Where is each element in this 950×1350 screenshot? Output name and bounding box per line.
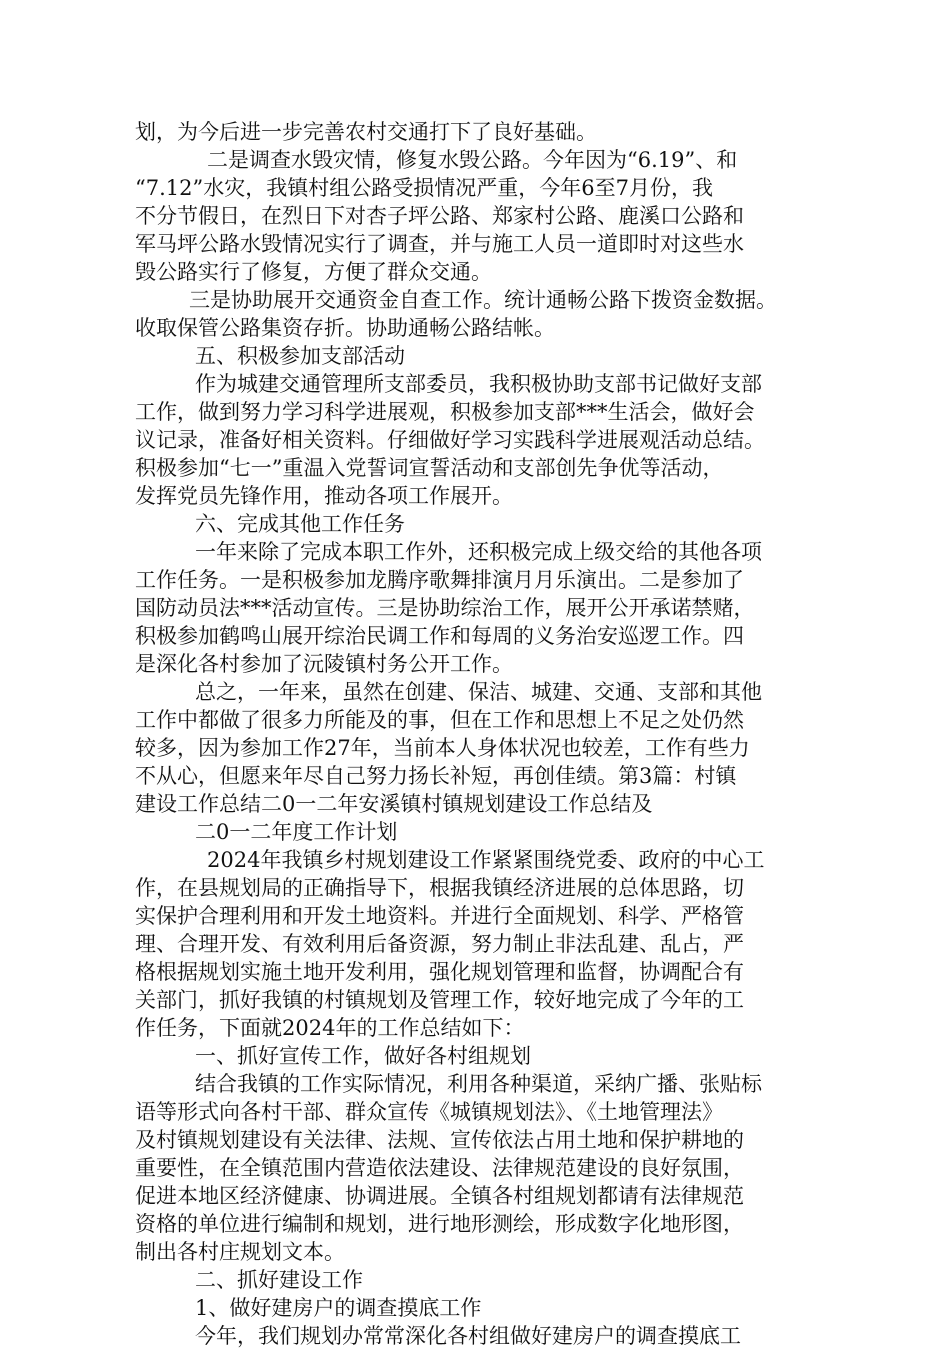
document-page [135,118,835,1350]
text-line: 理、合理开发、有效利用后备资源，努力制止非法乱建、乱占，严 [135,932,744,956]
section-heading: 一、抓好宣传工作，做好各村组规划 [195,1044,531,1068]
text-line: 及村镇规划建设有关法律、法规、宣传依法占用土地和保护耕地的 [135,1128,744,1152]
text-line: 总之，一年来，虽然在创建、保洁、城建、交通、支部和其他 [195,680,762,704]
section-heading: 六、完成其他工作任务 [195,512,405,536]
section-heading: 五、积极参加支部活动 [195,344,405,368]
text-line: 今年，我们规划办常常深化各村组做好建房户的调查摸底工 [195,1324,741,1348]
text-line: 作为城建交通管理所支部委员，我积极协助支部书记做好支部 [195,372,762,396]
text-line: 重要性，在全镇范围内营造依法建设、法律规范建设的良好氛围， [135,1156,744,1180]
text-line: “7.12”水灾，我镇村组公路受损情况严重，今年6至7月份，我 [135,176,713,200]
text-line: 积极参加“七一”重温入党誓词宣誓活动和支部创先争优等活动， [135,456,724,480]
text-line: 毁公路实行了修复，方便了群众交通。 [135,260,492,284]
text-line: 较多，因为参加工作27年，当前本人身体状况也较差，工作有些力 [135,736,750,760]
text-line: 不从心，但愿来年尽自己努力扬长补短，再创佳绩。第3篇：村镇 [135,764,737,788]
text-line: 工作任务。一是积极参加龙腾序歌舞排演月月乐演出。二是参加了 [135,568,744,592]
section-heading: 二、抓好建设工作 [195,1268,363,1292]
text-line: 工作，做到努力学习科学进展观，积极参加支部***生活会，做好会 [135,400,755,424]
text-line: 作，在县规划局的正确指导下，根据我镇经济进展的总体思路，切 [135,876,744,900]
text-line: 结合我镇的工作实际情况，利用各种渠道，采纳广播、张贴标 [195,1072,762,1096]
text-line: 三是协助展开交通资金自查工作。统计通畅公路下拨资金数据。 [189,288,777,312]
text-line: 促进本地区经济健康、协调进展。全镇各村组规划都请有法律规范 [135,1184,744,1208]
text-line: 议记录，准备好相关资料。仔细做好学习实践科学进展观活动总结。 [135,428,765,452]
text-line: 收取保管公路集资存折。协助通畅公路结帐。 [135,316,555,340]
text-line: 关部门，抓好我镇的村镇规划及管理工作，较好地完成了今年的工 [135,988,744,1012]
text-line: 2024年我镇乡村规划建设工作紧紧围绕党委、政府的中心工 [207,848,765,872]
text-line: 是深化各村参加了沅陵镇村务公开工作。 [135,652,513,676]
subsection-heading: 1、做好建房户的调查摸底工作 [195,1296,482,1320]
text-line: 实保护合理利用和开发土地资料。并进行全面规划、科学、严格管 [135,904,744,928]
text-line: 二是调查水毁灾情，修复水毁公路。今年因为“6.19”、和 [207,148,738,172]
text-line: 军马坪公路水毁情况实行了调查，并与施工人员一道即时对这些水 [135,232,744,256]
text-line: 资格的单位进行编制和规划，进行地形测绘，形成数字化地形图， [135,1212,744,1236]
text-line: 积极参加鹤鸣山展开综治民调工作和每周的义务治安巡逻工作。四 [135,624,744,648]
text-line: 工作中都做了很多力所能及的事，但在工作和思想上不足之处仍然 [135,708,744,732]
text-line: 制出各村庄规划文本。 [135,1240,345,1264]
text-line: 格根据规划实施土地开发利用，强化规划管理和监督，协调配合有 [135,960,744,984]
text-line: 发挥党员先锋作用，推动各项工作展开。 [135,484,513,508]
text-line: 不分节假日，在烈日下对杏子坪公路、郑家村公路、鹿溪口公路和 [135,204,744,228]
section-heading: 二0一二年度工作计划 [195,820,398,844]
text-line: 作任务，下面就2024年的工作总结如下： [135,1016,525,1040]
text-line: 建设工作总结二0一二年安溪镇村镇规划建设工作总结及 [135,792,653,816]
text-line: 一年来除了完成本职工作外，还积极完成上级交给的其他各项 [195,540,762,564]
text-line: 国防动员法***活动宣传。三是协助综治工作，展开公开承诺禁赌， [135,596,755,620]
text-line: 语等形式向各村干部、群众宣传《城镇规划法》、《土地管理法》 [135,1100,723,1124]
text-line: 划，为今后进一步完善农村交通打下了良好基础。 [135,120,597,144]
